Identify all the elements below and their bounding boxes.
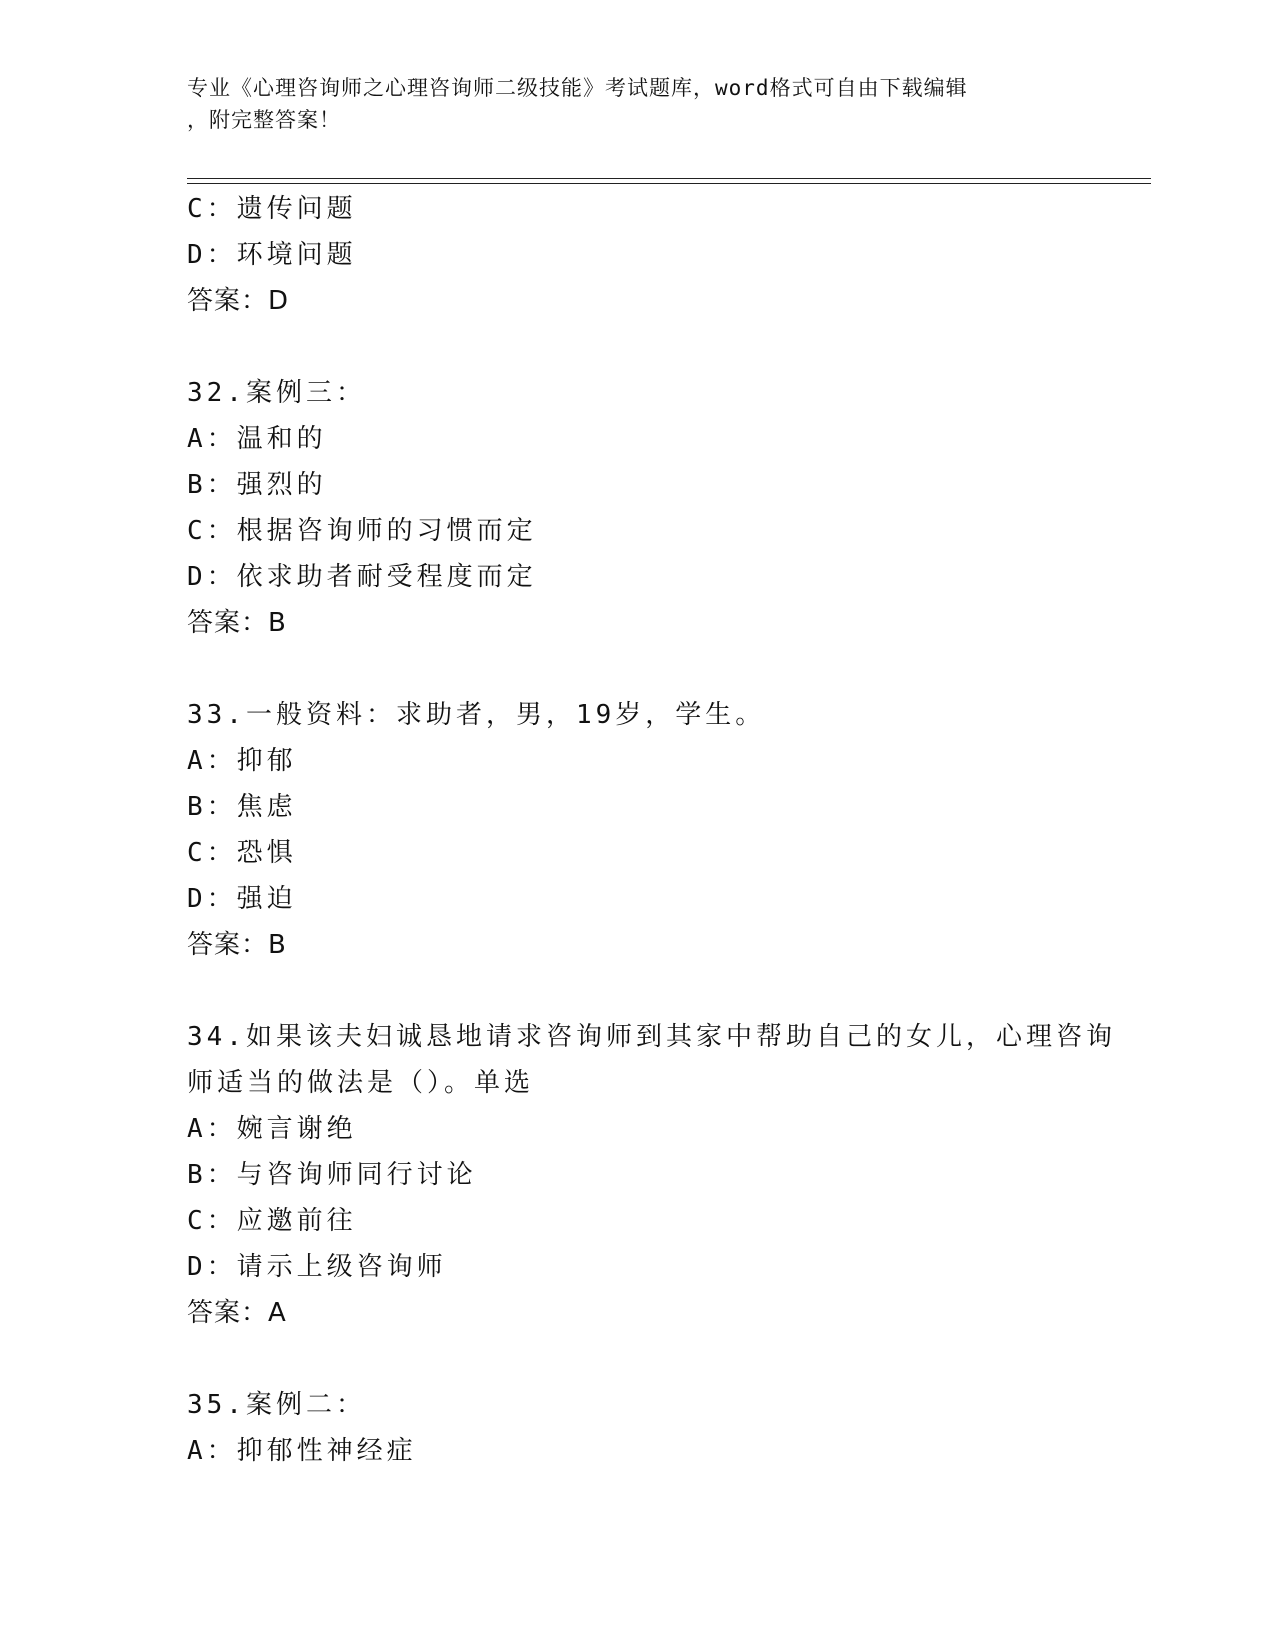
option-d: D：请示上级咨询师 [187, 1252, 447, 1282]
question-block [187, 370, 1087, 646]
answer-line: 答案：A [187, 1298, 287, 1328]
option-c: C：恐惧 [187, 838, 297, 868]
spacer [187, 968, 1087, 1014]
question-stem-continuation: 师适当的做法是（）。单选 [187, 1068, 535, 1098]
option-d: D：强迫 [187, 884, 297, 914]
question-block [187, 1382, 1087, 1474]
question-stem: 33.一般资料：求助者，男，19岁，学生。 [187, 700, 766, 730]
option-d: D：依求助者耐受程度而定 [187, 562, 537, 592]
option-a: A：温和的 [187, 424, 327, 454]
option-a: A：抑郁 [187, 746, 297, 776]
option-b: B：强烈的 [187, 470, 327, 500]
option-a: A：抑郁性神经症 [187, 1436, 417, 1466]
option-d: D：环境问题 [187, 240, 357, 270]
header-divider-bottom [187, 183, 1151, 184]
question-list [187, 186, 1116, 1474]
spacer [187, 324, 1087, 370]
question-block [187, 1014, 1116, 1336]
question-stem: 32.案例三： [187, 378, 366, 408]
header-divider-top [187, 178, 1151, 179]
document-header [187, 72, 1067, 136]
answer-line: 答案：B [187, 930, 287, 960]
header-title-line: 专业《心理咨询师之心理咨询师二级技能》考试题库，word格式可自由下载编辑 [187, 76, 968, 100]
question-stem: 35.案例二： [187, 1390, 366, 1420]
option-a: A：婉言谢绝 [187, 1114, 357, 1144]
option-c: C：遗传问题 [187, 194, 357, 224]
spacer [187, 1336, 1087, 1382]
header-title-continuation: ，附完整答案！ [187, 108, 341, 132]
question-block [187, 186, 1087, 324]
question-block [187, 692, 1087, 968]
spacer [187, 646, 1087, 692]
option-b: B：焦虑 [187, 792, 297, 822]
question-stem: 34.如果该夫妇诚恳地请求咨询师到其家中帮助自己的女儿，心理咨询 [187, 1022, 1116, 1052]
option-c: C：根据咨询师的习惯而定 [187, 516, 537, 546]
answer-line: 答案：B [187, 608, 287, 638]
answer-line: 答案：D [187, 286, 290, 316]
option-c: C：应邀前往 [187, 1206, 357, 1236]
option-b: B：与咨询师同行讨论 [187, 1160, 477, 1190]
